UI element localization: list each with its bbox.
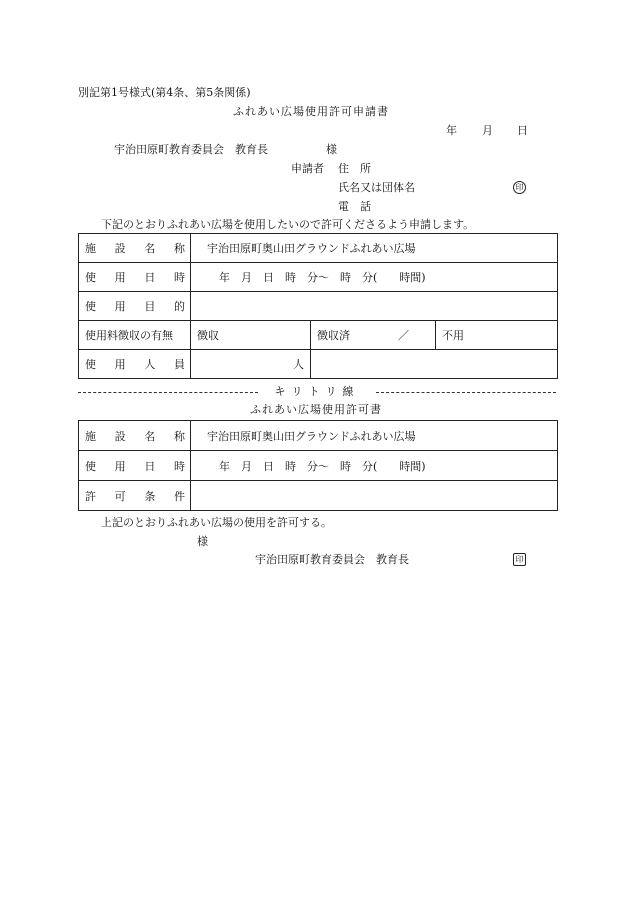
conditions-field[interactable] (191, 481, 558, 511)
table-row (79, 350, 558, 379)
application-table (78, 233, 558, 379)
fee-label: 使用料徴収の有無 (79, 321, 191, 350)
phone-label: 電 話 (338, 200, 371, 213)
permit-title: ふれあい広場使用許可書 (250, 403, 382, 416)
permit-facility-value: 宇治田原町奥山田グラウンドふれあい広場 (191, 421, 558, 451)
request-text: 下記のとおりふれあい広場を使用したいので許可くださるよう申請します。 (101, 218, 475, 231)
date-year: 年 (446, 124, 457, 137)
table-row (79, 321, 558, 350)
applicant-seal-mark: 印 (513, 181, 526, 194)
form-number: 別記第1号様式(第4条、第5条関係) (78, 86, 251, 99)
table-row (79, 263, 558, 292)
purpose-field[interactable] (191, 292, 558, 321)
table-row (79, 421, 558, 451)
application-title: ふれあい広場使用許可申請書 (233, 105, 389, 118)
applicant-label: 申請者 (291, 162, 324, 175)
permit-datetime-field[interactable]: 年 月 日 時 分～ 時 分( 時間) (191, 451, 558, 481)
fee-collected-option[interactable]: 徴収済 ／ (311, 321, 436, 350)
addressee-honorific: 様 (326, 143, 337, 156)
purpose-label-cell: 使 用 目 的 (79, 292, 191, 321)
date-day: 日 (517, 124, 528, 137)
datetime-label-cell: 使 用 日 時 (79, 263, 191, 292)
table-row (79, 481, 558, 511)
datetime-field[interactable]: 年 月 日 時 分～ 時 分( 時間) (191, 263, 558, 292)
issuer-seal-mark: 印 (513, 553, 526, 566)
permit-honorific: 様 (197, 535, 208, 548)
permit-datetime-label-cell: 使 用 日 時 (79, 451, 191, 481)
cut-line-dash-left (78, 392, 258, 393)
fee-none-option[interactable]: 不用 (436, 321, 558, 350)
table-row (79, 234, 558, 263)
table-row (79, 292, 558, 321)
cut-line-dash-right (376, 392, 556, 393)
date-month: 月 (482, 124, 493, 137)
permit-table (78, 420, 558, 511)
addressee: 宇治田原町教育委員会 教育長 (114, 143, 268, 156)
approval-text: 上記のとおりふれあい広場の使用を許可する。 (101, 516, 332, 529)
issuer: 宇治田原町教育委員会 教育長 (255, 553, 409, 566)
people-label-cell: 使 用 人 員 (79, 350, 191, 379)
facility-value: 宇治田原町奥山田グラウンドふれあい広場 (191, 234, 558, 263)
conditions-label-cell: 許 可 条 件 (79, 481, 191, 511)
cut-line (78, 385, 556, 399)
fee-slash: ／ (398, 329, 409, 342)
cut-line-label: キリトリ線 (274, 385, 360, 398)
permit-facility-label-cell: 施 設 名 称 (79, 421, 191, 451)
table-row (79, 451, 558, 481)
address-label: 住 所 (338, 162, 371, 175)
fee-collect-option[interactable]: 徴収 (191, 321, 311, 350)
name-label: 氏名又は団体名 (338, 181, 415, 194)
people-extra-cell (311, 350, 558, 379)
facility-label-cell: 施 設 名 称 (79, 234, 191, 263)
people-field[interactable]: 人 (191, 350, 311, 379)
